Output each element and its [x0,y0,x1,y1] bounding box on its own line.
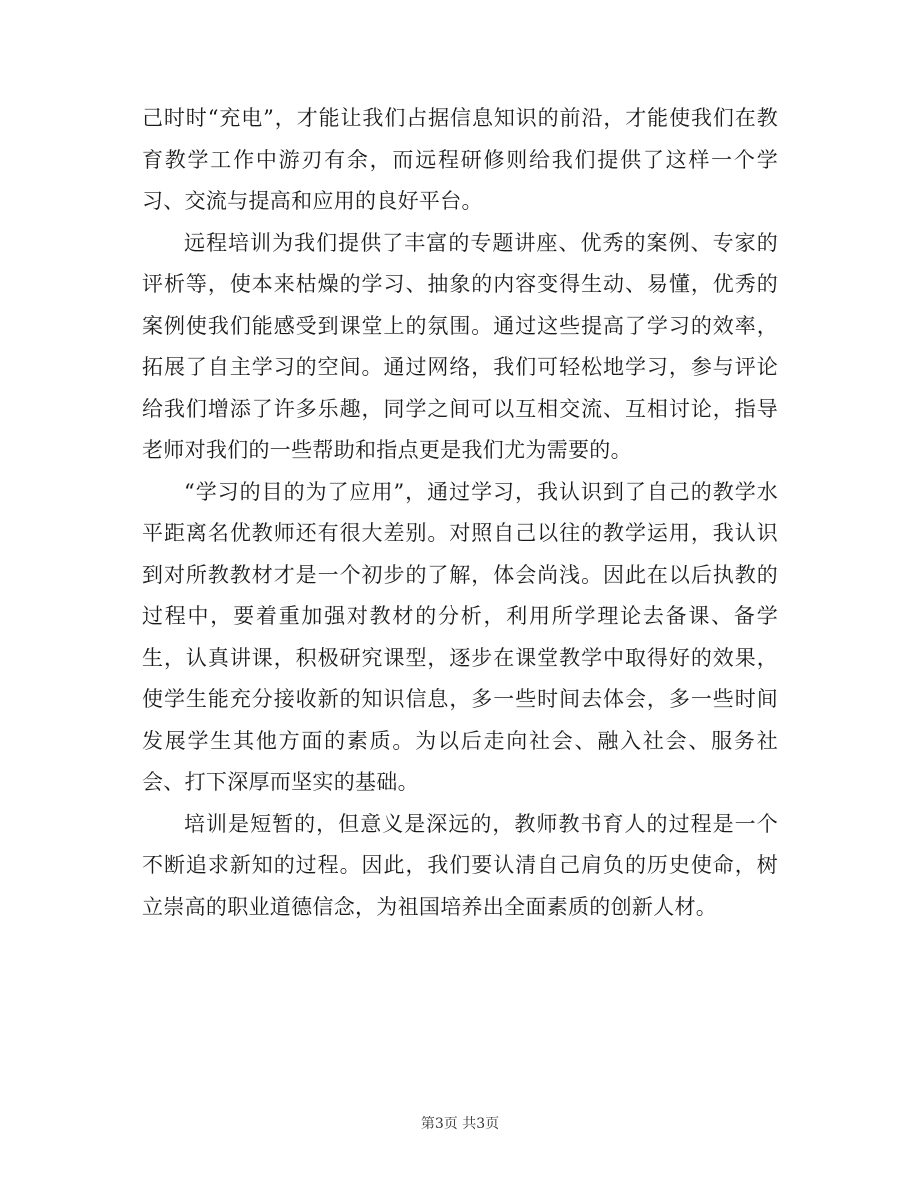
paragraph-1: 己时时“充电”，才能让我们占据信息知识的前沿，才能使我们在教育教学工作中游刃有余，而远程研修则给我们提供了这样一个学习、交流与提高和应用的良好平台。 [142,106,778,213]
paragraph-2: 远程培训为我们提供了丰富的专题讲座、优秀的案例、专家的评析等，使本来枯燥的学习、抽象的内容变得生动、易懂，优秀的案例使我们能感受到课堂上的氛围。通过这些提高了学习的效率，拓展了自主学习的空间。通过网络，我们可轻松地学习，参与评论给我们增添了许多乐趣，同学之间可以互相交流、互相讨论，指导老师对我们的一些帮助和指点更是我们尤为需要的。 [142,230,778,462]
document-body [142,98,778,928]
paragraph-3: “学习的目的为了应用”，通过学习，我认识到了自己的教学水平距离名优教师还有很大差别。对照自己以往的教学运用，我认识到对所教教材才是一个初步的了解，体会尚浅。因此在以后执教的过程中，要着重加强对教材的分析，利用所学理论去备课、备学生，认真讲课，积极研究课型，逐步在课堂教学中取得好的效果，使学生能充分接收新的知识信息，多一些时间去体会，多一些时间发展学生其他方面的素质。为以后走向社会、融入社会、服务社会、打下深厚而坚实的基础。 [142,479,778,794]
paragraph-4: 培训是短暂的，但意义是深远的，教师教书育人的过程是一个不断追求新知的过程。因此，我们要认清自己肩负的历史使命，树立崇高的职业道德信念，为祖国培养出全面素质的创新人材。 [142,811,778,919]
page-number-footer: 第3页 共3页 [420,1116,500,1132]
